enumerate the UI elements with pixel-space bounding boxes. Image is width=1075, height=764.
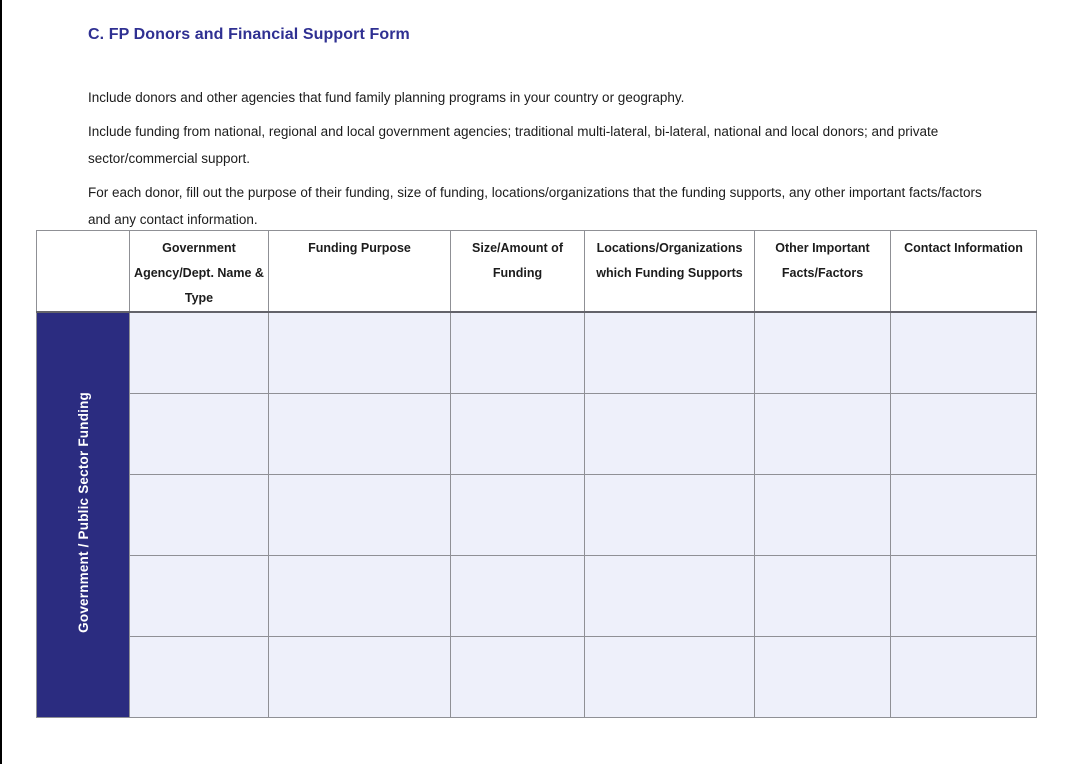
table-row — [37, 393, 1037, 474]
table-cell[interactable] — [585, 393, 755, 474]
table-cell[interactable] — [755, 474, 891, 555]
page-edge-line — [0, 0, 2, 764]
header-row — [37, 231, 1037, 313]
table-cell[interactable] — [451, 312, 585, 393]
table-cell[interactable] — [130, 555, 269, 636]
column-header-funding-purpose: Funding Purpose — [269, 231, 451, 313]
table-cell[interactable] — [755, 555, 891, 636]
column-header-government-agency: Government Agency/Dept. Name & Type — [130, 231, 269, 313]
table-cell[interactable] — [269, 312, 451, 393]
table-cell[interactable] — [755, 312, 891, 393]
instruction-paragraph-1: Include donors and other agencies that fund family planning programs in your country or geography. — [88, 90, 685, 105]
table-cell[interactable] — [891, 312, 1037, 393]
table-cell[interactable] — [269, 636, 451, 717]
table-cell[interactable] — [451, 474, 585, 555]
table-cell[interactable] — [130, 393, 269, 474]
table-cell[interactable] — [451, 393, 585, 474]
donors-table — [36, 230, 1037, 718]
table-row — [37, 636, 1037, 717]
table-cell[interactable] — [755, 393, 891, 474]
table-row — [37, 555, 1037, 636]
table-row — [37, 312, 1037, 393]
column-header-size-amount: Size/Amount of Funding — [451, 231, 585, 313]
column-header-contact-information: Contact Information — [891, 231, 1037, 313]
column-header-locations-organizations: Locations/Organizations which Funding Supports — [585, 231, 755, 313]
table-cell[interactable] — [130, 312, 269, 393]
document-title: C. FP Donors and Financial Support Form — [88, 26, 410, 43]
table-cell[interactable] — [269, 393, 451, 474]
table-cell[interactable] — [891, 393, 1037, 474]
column-header-other-important: Other Important Facts/Factors — [755, 231, 891, 313]
table-cell[interactable] — [451, 636, 585, 717]
table-cell[interactable] — [891, 474, 1037, 555]
table-cell[interactable] — [585, 555, 755, 636]
table-cell[interactable] — [585, 474, 755, 555]
table-cell[interactable] — [269, 474, 451, 555]
table-cell[interactable] — [891, 636, 1037, 717]
instructions-block — [88, 84, 993, 240]
table-cell[interactable] — [451, 555, 585, 636]
instruction-paragraph-2: Include funding from national, regional and local government agencies; traditional multi-lateral, bi-lateral, national and local donors; and private sector/commercial support. — [88, 124, 939, 166]
table-cell[interactable] — [130, 474, 269, 555]
table-cell[interactable] — [585, 636, 755, 717]
table-cell[interactable] — [130, 636, 269, 717]
table-cell[interactable] — [585, 312, 755, 393]
table-cell[interactable] — [891, 555, 1037, 636]
instruction-paragraph-3: For each donor, fill out the purpose of their funding, size of funding, locations/organizations that the funding supports, any other important facts/factors and any contact information. — [88, 185, 982, 227]
table-cell[interactable] — [269, 555, 451, 636]
table-row — [37, 474, 1037, 555]
table-cell[interactable] — [755, 636, 891, 717]
row-group-label-text: Government / Public Sector Funding — [75, 391, 91, 633]
row-group-label-government-public-sector-funding — [37, 312, 130, 717]
column-header-stub — [37, 231, 130, 313]
